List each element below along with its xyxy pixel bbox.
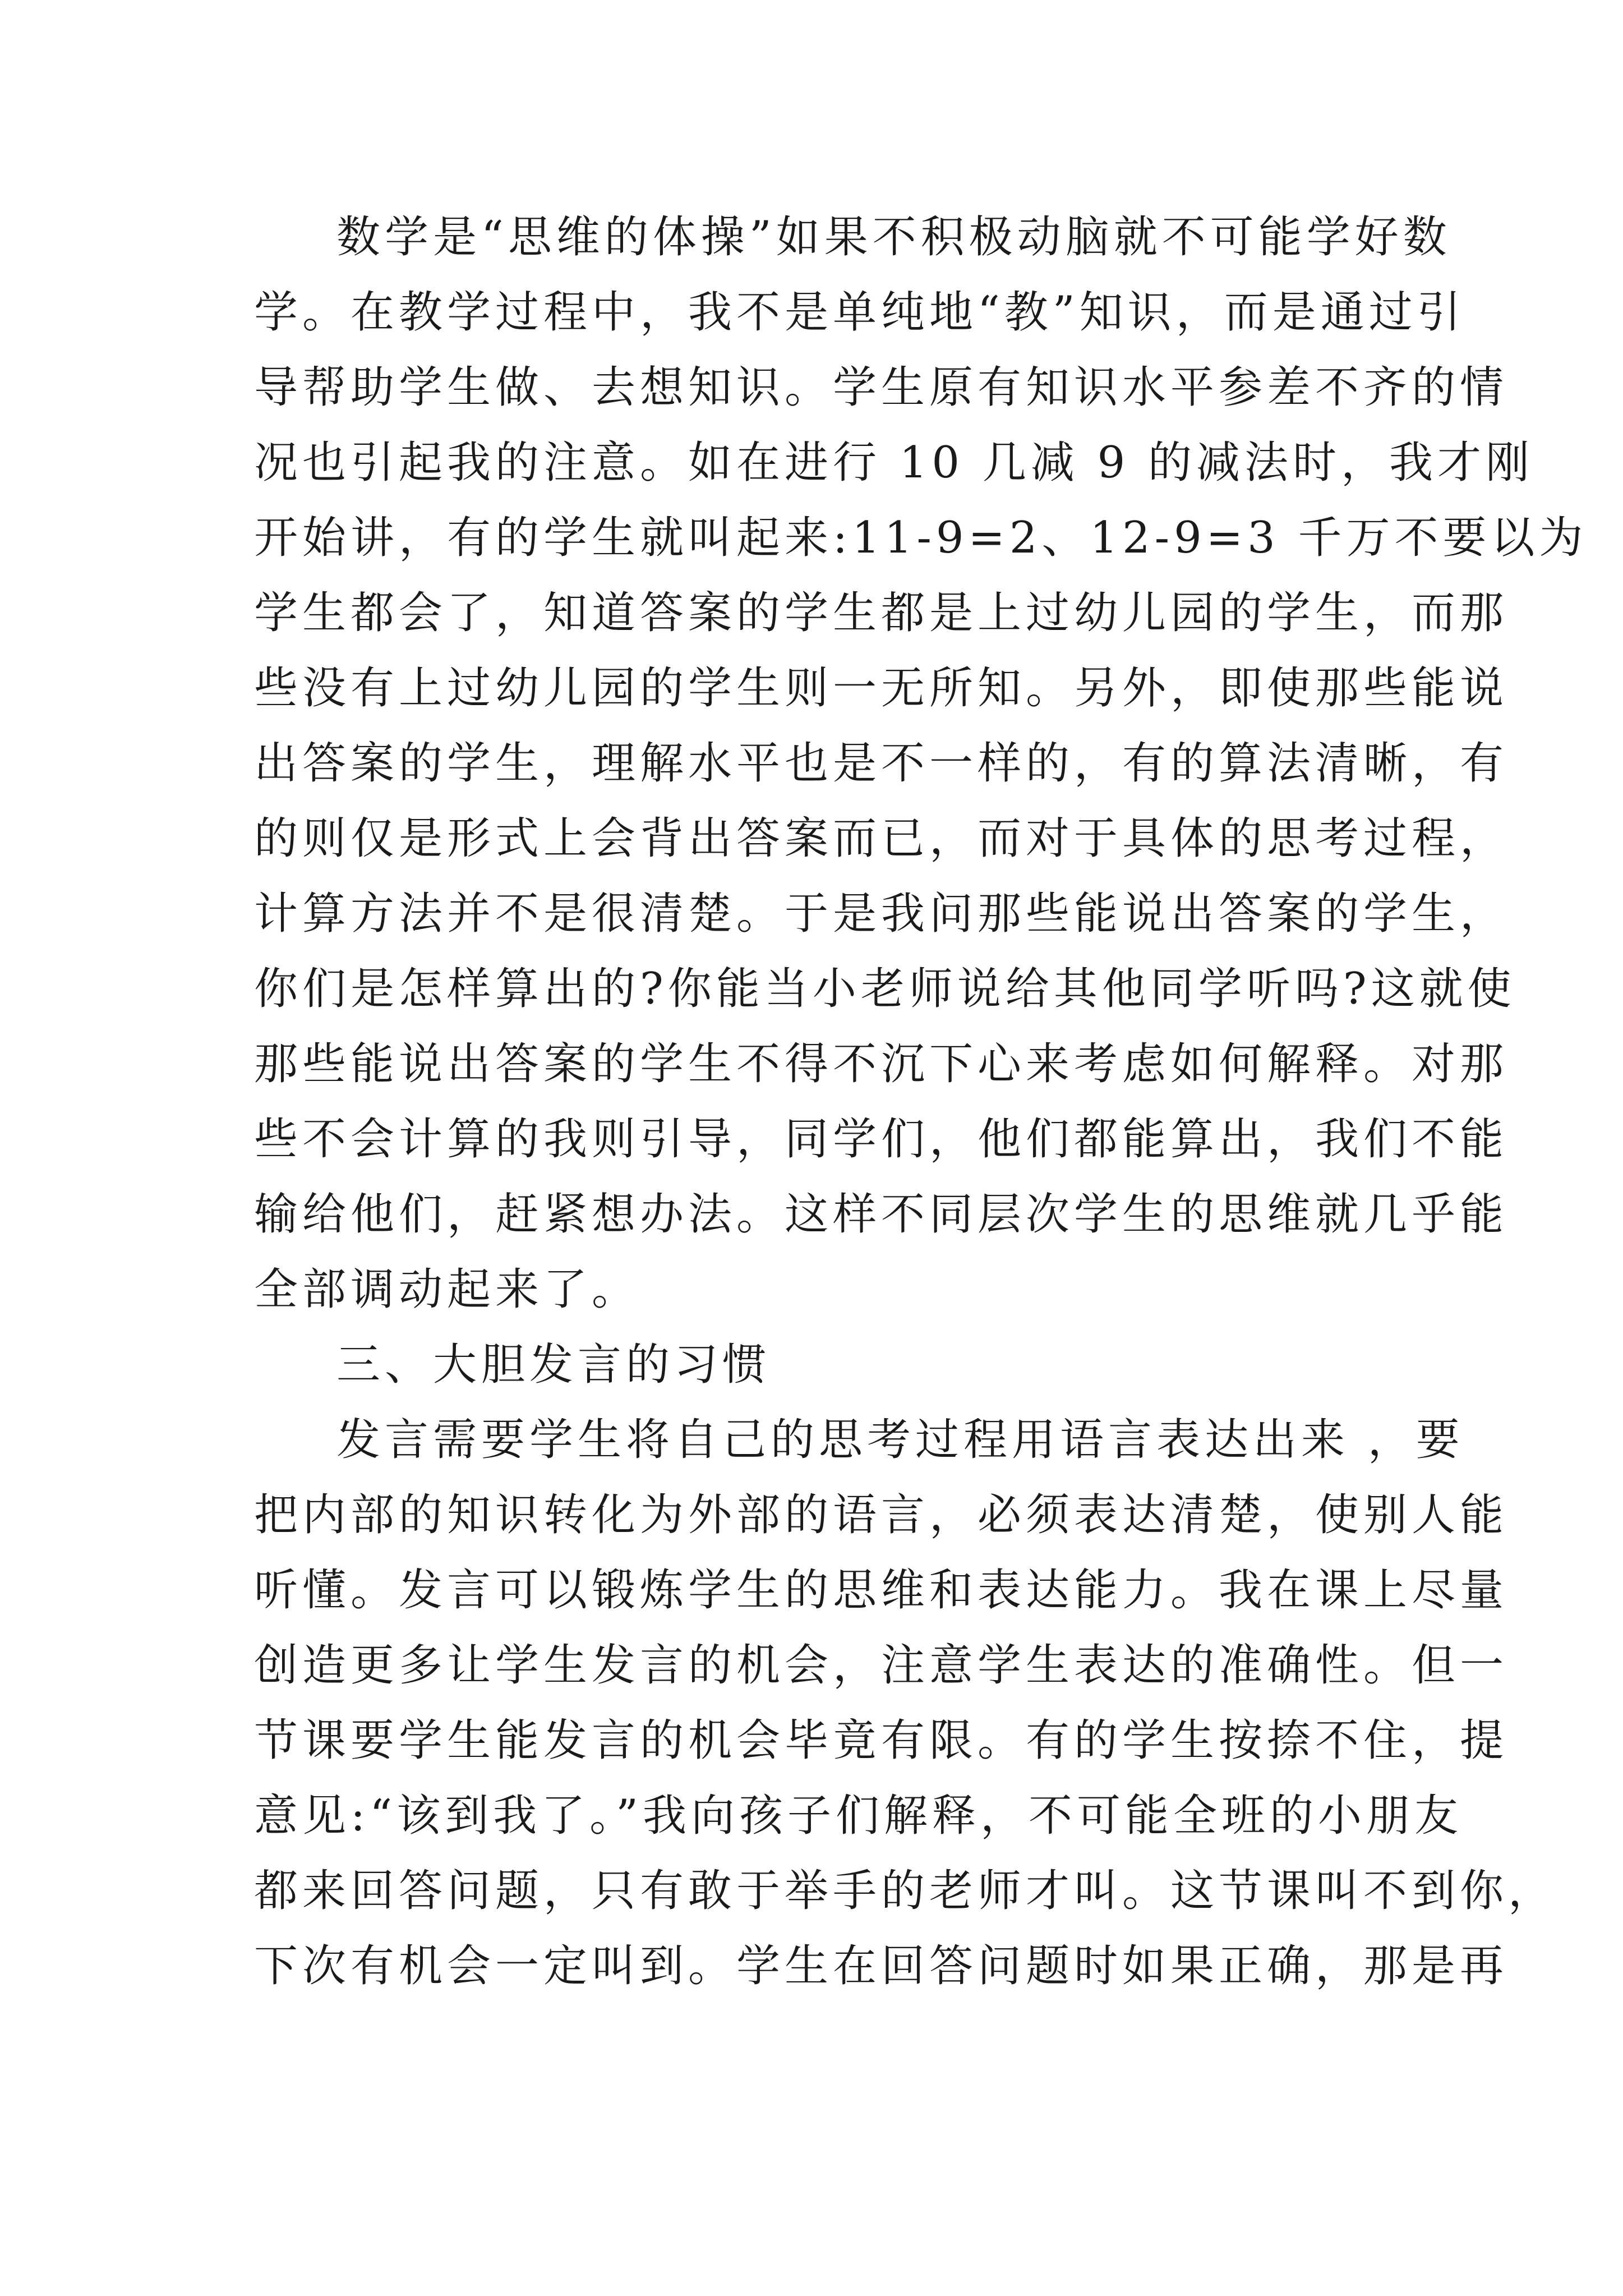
paragraph-line: 那些能说出答案的学生不得不沉下心来考虑如何解释。对那 — [254, 1039, 1509, 1089]
paragraph-line: 都来回答问题，只有敢于举手的老师才叫。这节课叫不到你， — [254, 1866, 1557, 1916]
paragraph-line: 全部调动起来了。 — [254, 1264, 640, 1315]
paragraph-line: 学生都会了，知道答案的学生都是上过幼儿园的学生，而那 — [254, 588, 1509, 638]
paragraph-line: 下次有机会一定叫到。学生在回答问题时如果正确，那是再 — [254, 1941, 1509, 1991]
paragraph-line: 听懂。发言可以锻炼学生的思维和表达能力。我在课上尽量 — [254, 1565, 1509, 1616]
paragraph-line: 况也引起我的注意。如在进行 10 几减 9 的减法时，我才刚 — [254, 438, 1534, 488]
paragraph-line: 你们是怎样算出的?你能当小老师说给其他同学听吗?这就使 — [254, 964, 1516, 1014]
paragraph-line: 发言需要学生将自己的思考过程用语言表达出来 ，要 — [336, 1415, 1464, 1465]
paragraph-line: 的则仅是形式上会背出答案而已，而对于具体的思考过程， — [254, 813, 1509, 864]
paragraph-line: 导帮助学生做、去想知识。学生原有知识水平参差不齐的情 — [254, 362, 1509, 413]
paragraph-line: 学。在教学过程中，我不是单纯地“教”知识，而是通过引 — [254, 287, 1465, 338]
paragraph-line: 把内部的知识转化为外部的语言，必须表达清楚，使别人能 — [254, 1490, 1509, 1540]
paragraph-line: 计算方法并不是很清楚。于是我问那些能说出答案的学生， — [254, 889, 1509, 939]
paragraph-line: 意见:“该到我了。”我向孩子们解释，不可能全班的小朋友 — [254, 1791, 1463, 1841]
paragraph-line: 数学是“思维的体操”如果不积极动脑就不可能学好数 — [336, 212, 1451, 263]
paragraph-line: 些没有上过幼儿园的学生则一无所知。另外，即使那些能说 — [254, 663, 1509, 714]
paragraph-line: 开始讲，有的学生就叫起来:11-9=2、12-9=3 千万不要以为 — [254, 513, 1588, 563]
paragraph-line: 输给他们，赶紧想办法。这样不同层次学生的思维就几乎能 — [254, 1189, 1509, 1240]
paragraph-line: 出答案的学生，理解水平也是不一样的，有的算法清晰，有 — [254, 738, 1509, 789]
paragraph-line: 些不会计算的我则引导，同学们，他们都能算出，我们不能 — [254, 1114, 1509, 1165]
paragraph-line: 创造更多让学生发言的机会，注意学生表达的准确性。但一 — [254, 1640, 1509, 1691]
section-heading: 三、大胆发言的习惯 — [336, 1340, 771, 1390]
paragraph-line: 节课要学生能发言的机会毕竟有限。有的学生按捺不住，提 — [254, 1715, 1509, 1766]
